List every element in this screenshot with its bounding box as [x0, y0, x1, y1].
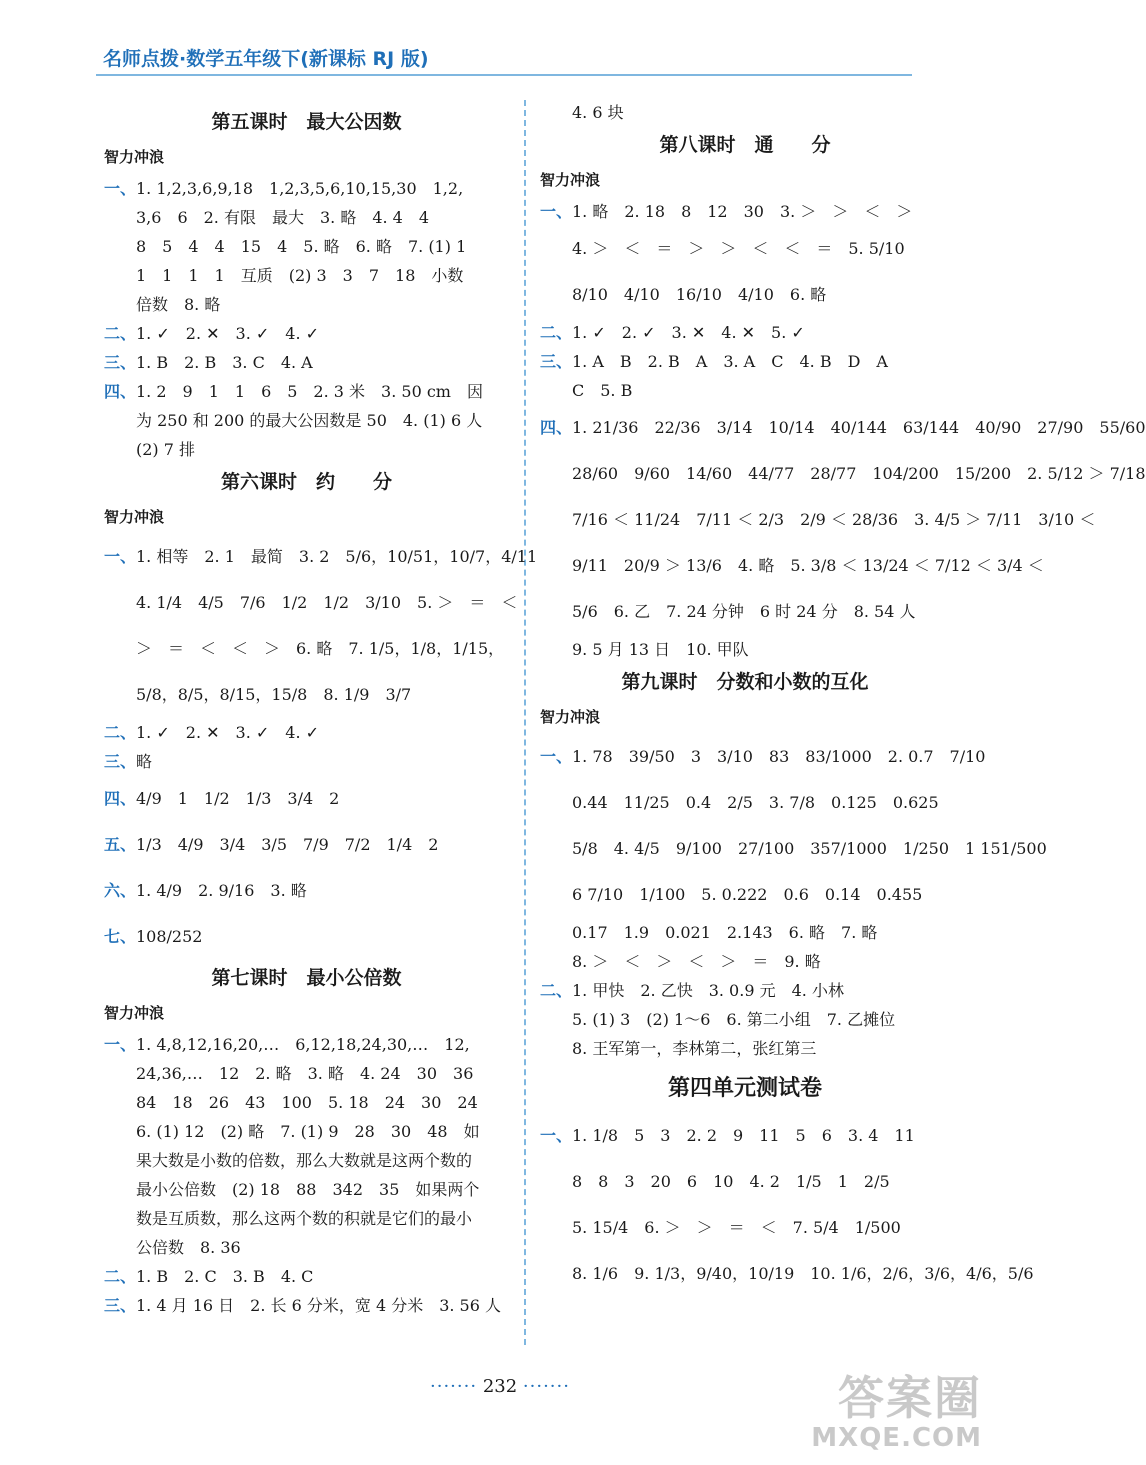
question-group-label: 四、: [104, 382, 137, 401]
answer-text: 8 5 4 4 15 4 5. 略 6. 略 7. (1) 1: [136, 237, 467, 256]
section-title: 第四单元测试卷: [667, 1076, 822, 1101]
question-group-label: 二、: [104, 723, 137, 742]
answer-text: 4. 6 块: [572, 103, 624, 122]
answer-row: [540, 1005, 950, 1034]
answer-text: 数是互质数，那么这两个数的积就是它们的最小: [136, 1209, 473, 1228]
answer-text: 8. 1/6 9. 1/3，9/40，10/19 10. 1/6，2/6，3/6，4/6，5/6: [572, 1264, 1034, 1283]
answer-row: [104, 868, 509, 914]
answer-row: [540, 543, 1044, 589]
answer-row: [540, 197, 950, 226]
answer-row: [104, 822, 509, 868]
answer-row: [540, 405, 1146, 451]
answer-row: [104, 672, 509, 718]
section-title: 第六课时 约 分: [220, 471, 392, 493]
answer-row: [104, 1059, 509, 1088]
answer-row: [104, 1146, 509, 1175]
section-title: 第九课时 分数和小数的互化: [621, 671, 869, 693]
answer-row: [104, 348, 509, 377]
answer-text: 1/3 4/9 3/4 3/5 7/9 7/2 1/4 2: [136, 835, 439, 854]
answer-row: [104, 580, 518, 626]
footer-dots-left: ·······: [430, 1376, 478, 1397]
question-group-label: 七、: [104, 927, 137, 946]
answer-text: 公倍数 8. 36: [136, 1238, 241, 1257]
answer-text: 5. (1) 3 (2) 1～6 6. 第二小组 7. 乙摊位: [572, 1010, 896, 1029]
question-group-label: 二、: [104, 324, 137, 343]
answer-text: 1. 4/9 2. 9/16 3. 略: [136, 881, 307, 900]
answer-text: 1. 2 9 1 1 6 5 2. 3 米 3. 50 cm 因: [136, 382, 483, 401]
answer-text: 8 8 3 20 6 10 4. 2 1/5 1 2/5: [572, 1172, 890, 1191]
answer-text: 为 250 和 200 的最大公因数是 50 4. (1) 6 人: [136, 411, 483, 430]
question-group-label: 二、: [104, 1267, 137, 1286]
answer-text: 1. 1,2,3,6,9,18 1,2,3,5,6,10,15,30 1,2,: [136, 179, 464, 198]
question-group-label: 一、: [104, 1035, 137, 1054]
answer-text: 1. B 2. B 3. C 4. A: [136, 353, 313, 372]
watermark-url: MXQE.COM: [811, 1423, 982, 1453]
question-group-label: 三、: [540, 352, 573, 371]
answer-row: [104, 377, 509, 406]
answer-text: 1. B 2. C 3. B 4. C: [136, 1267, 314, 1286]
answer-text: 1 1 1 1 互质 (2) 3 3 7 18 小数: [136, 266, 464, 285]
answer-row: [540, 272, 950, 318]
section-title: 第八课时 通 分: [659, 134, 831, 156]
question-group-label: 二、: [540, 981, 573, 1000]
answer-text: 略: [136, 752, 153, 771]
answer-text: C 5. B: [572, 381, 633, 400]
answer-row: [104, 1088, 509, 1117]
question-group-label: 一、: [540, 747, 573, 766]
subsection-heading: 智力冲浪: [540, 708, 601, 726]
question-group-label: 四、: [104, 789, 137, 808]
answer-row: [540, 976, 950, 1005]
answer-text: 5. 15/4 6. ＞ ＞ ＝ ＜ 7. 5/4 1/500: [572, 1218, 901, 1237]
answer-text: 1. 4 月 16 日 2. 长 6 分米，宽 4 分米 3. 56 人: [136, 1296, 502, 1315]
answer-text: 9/11 20/9 ＞ 13/6 4. 略 5. 3/8 ＜ 13/24 ＜ 7/12 ＜ 3/4 ＜: [572, 556, 1044, 575]
watermark: [811, 1373, 982, 1453]
answer-text: 6. (1) 12 (2) 略 7. (1) 9 28 30 48 如: [136, 1122, 480, 1141]
subsection-heading: 智力冲浪: [104, 148, 165, 166]
answer-row: [540, 589, 950, 635]
answer-text: 8. ＞ ＜ ＞ ＜ ＞ ＝ 9. 略: [572, 952, 821, 971]
question-group-label: 二、: [540, 323, 573, 342]
answer-text: 4. ＞ ＜ ＝ ＞ ＞ ＜ ＜ ＝ 5. 5/10: [572, 239, 905, 258]
footer-dots-right: ·······: [522, 1376, 570, 1397]
left-column: [104, 104, 538, 1320]
answer-text: ＞ ＝ ＜ ＜ ＞ 6. 略 7. 1/5，1/8，1/15，: [136, 639, 505, 658]
answer-text: 1. 1/8 5 3 2. 2 9 11 5 6 3. 4 11: [572, 1126, 915, 1145]
answer-row: [104, 1030, 509, 1059]
answer-text: 1. 甲快 2. 乙快 3. 0.9 元 4. 小林: [572, 981, 844, 1000]
answer-row: [540, 1205, 950, 1251]
answer-row: [540, 1034, 950, 1063]
section-title: 第七课时 最小公倍数: [211, 967, 402, 989]
answer-row: [104, 1117, 509, 1146]
header-rule: [96, 74, 912, 76]
subsection-heading: 智力冲浪: [104, 1004, 165, 1022]
answer-row: [104, 319, 509, 348]
answer-text: 6 7/10 1/100 5. 0.222 0.6 0.14 0.455: [572, 885, 923, 904]
answer-text: 1. ✓ 2. ✕ 3. ✓ 4. ✓: [136, 324, 320, 343]
answer-row: [540, 226, 950, 272]
answer-row: [540, 734, 986, 780]
question-group-label: 一、: [540, 1126, 573, 1145]
answer-row: [104, 435, 509, 464]
answer-text: 8/10 4/10 16/10 4/10 6. 略: [572, 285, 827, 304]
question-group-label: 五、: [104, 835, 137, 854]
answer-text: 1. 相等 2. 1 最简 3. 2 5/6，10/51，10/7，4/11: [136, 547, 538, 566]
answer-row: [540, 318, 950, 347]
answer-row: [540, 826, 1047, 872]
section-title: 第五课时 最大公因数: [211, 111, 402, 133]
answer-text: 84 18 26 43 100 5. 18 24 30 24: [136, 1093, 478, 1112]
answer-text: 1. 78 39/50 3 3/10 83 83/1000 2. 0.7 7/10: [572, 747, 986, 766]
answer-row: [104, 914, 509, 960]
answer-text: 1. A B 2. B A 3. A C 4. B D A: [572, 352, 888, 371]
answer-row: [104, 203, 509, 232]
page-number: 232: [482, 1376, 518, 1397]
subsection-heading: 智力冲浪: [540, 171, 601, 189]
question-group-label: 一、: [104, 547, 137, 566]
question-group-label: 三、: [104, 1296, 137, 1315]
answer-row: [104, 232, 509, 261]
answer-text: 24,36,… 12 2. 略 3. 略 4. 24 30 36: [136, 1064, 474, 1083]
answer-row: [540, 1251, 1034, 1297]
book-header-title: 名师点拨·数学五年级下(新课标 RJ 版): [103, 48, 429, 70]
answer-row: [540, 451, 1146, 497]
answer-row: [104, 290, 509, 319]
answer-row: [104, 261, 509, 290]
answer-row: [104, 1291, 509, 1320]
subsection-heading: 智力冲浪: [104, 508, 165, 526]
answer-text: 3,6 6 2. 有限 最大 3. 略 4. 4 4: [136, 208, 430, 227]
answer-text: 果大数是小数的倍数，那么大数就是这两个数的: [136, 1151, 473, 1170]
answer-row: [104, 1175, 509, 1204]
answer-text: 1. ✓ 2. ✕ 3. ✓ 4. ✓: [136, 723, 320, 742]
answer-text: 7/16 ＜ 11/24 7/11 ＜ 2/3 2/9 ＜ 28/36 3. 4/5 ＞ 7/11 3/10 ＜: [572, 510, 1096, 529]
answer-row: [104, 534, 538, 580]
answer-row: [540, 347, 950, 376]
question-group-label: 六、: [104, 881, 137, 900]
question-group-label: 三、: [104, 752, 137, 771]
answer-row: [540, 497, 1096, 543]
answer-row: [540, 1159, 950, 1205]
answer-text: 5/6 6. 乙 7. 24 分钟 6 时 24 分 8. 54 人: [572, 602, 916, 621]
answer-text: 9. 5 月 13 日 10. 甲队: [572, 640, 749, 659]
answer-text: 5/8 4. 4/5 9/100 27/100 357/1000 1/250 1 151/500: [572, 839, 1047, 858]
answer-text: (2) 7 排: [136, 440, 196, 459]
watermark-logo-text: 答案圈: [838, 1371, 982, 1425]
column-divider: [524, 100, 526, 1345]
right-column: [540, 98, 1146, 1297]
answer-text: 4/9 1 1/2 1/3 3/4 2: [136, 789, 340, 808]
answer-row: [540, 918, 950, 947]
answer-row: [104, 747, 509, 776]
answer-text: 0.44 11/25 0.4 2/5 3. 7/8 0.125 0.625: [572, 793, 939, 812]
question-group-label: 一、: [540, 202, 573, 221]
answer-text: 5/8，8/5，8/15，15/8 8. 1/9 3/7: [136, 685, 412, 704]
answer-text: 1. ✓ 2. ✓ 3. ✕ 4. ✕ 5. ✓: [572, 323, 805, 342]
answer-text: 8. 王军第一，李林第二，张红第三: [572, 1039, 817, 1058]
answer-text: 1. 4,8,12,16,20,… 6,12,18,24,30,… 12,: [136, 1035, 470, 1054]
question-group-label: 四、: [540, 418, 573, 437]
answer-row: [540, 1113, 950, 1159]
answer-row: [540, 780, 950, 826]
answer-row: [104, 776, 509, 822]
answer-row: [104, 1233, 509, 1262]
answer-row: [104, 406, 509, 435]
question-group-label: 一、: [104, 179, 137, 198]
answer-text: 1. 21/36 22/36 3/14 10/14 40/144 63/144 40/90 27/90 55/60: [572, 418, 1146, 437]
answer-text: 108/252: [136, 927, 203, 946]
answer-row: [540, 635, 950, 664]
answer-row: [104, 626, 509, 672]
answer-row: [104, 718, 509, 747]
answer-row: [104, 1262, 509, 1291]
answer-text: 1. 略 2. 18 8 12 30 3. ＞ ＞ ＜ ＞: [572, 202, 913, 221]
answer-row: [104, 174, 509, 203]
question-group-label: 三、: [104, 353, 137, 372]
answer-row: [104, 1204, 509, 1233]
answer-row: [540, 947, 950, 976]
answer-row: [540, 98, 950, 127]
answer-text: 最小公倍数 (2) 18 88 342 35 如果两个: [136, 1180, 480, 1199]
answer-text: 28/60 9/60 14/60 44/77 28/77 104/200 15/200 2. 5/12 ＞ 7/18: [572, 464, 1146, 483]
answer-text: 倍数 8. 略: [136, 295, 221, 314]
answer-text: 0.17 1.9 0.021 2.143 6. 略 7. 略: [572, 923, 878, 942]
answer-row: [540, 872, 950, 918]
answer-text: 4. 1/4 4/5 7/6 1/2 1/2 3/10 5. ＞ ＝ ＜: [136, 593, 518, 612]
answer-row: [540, 376, 950, 405]
